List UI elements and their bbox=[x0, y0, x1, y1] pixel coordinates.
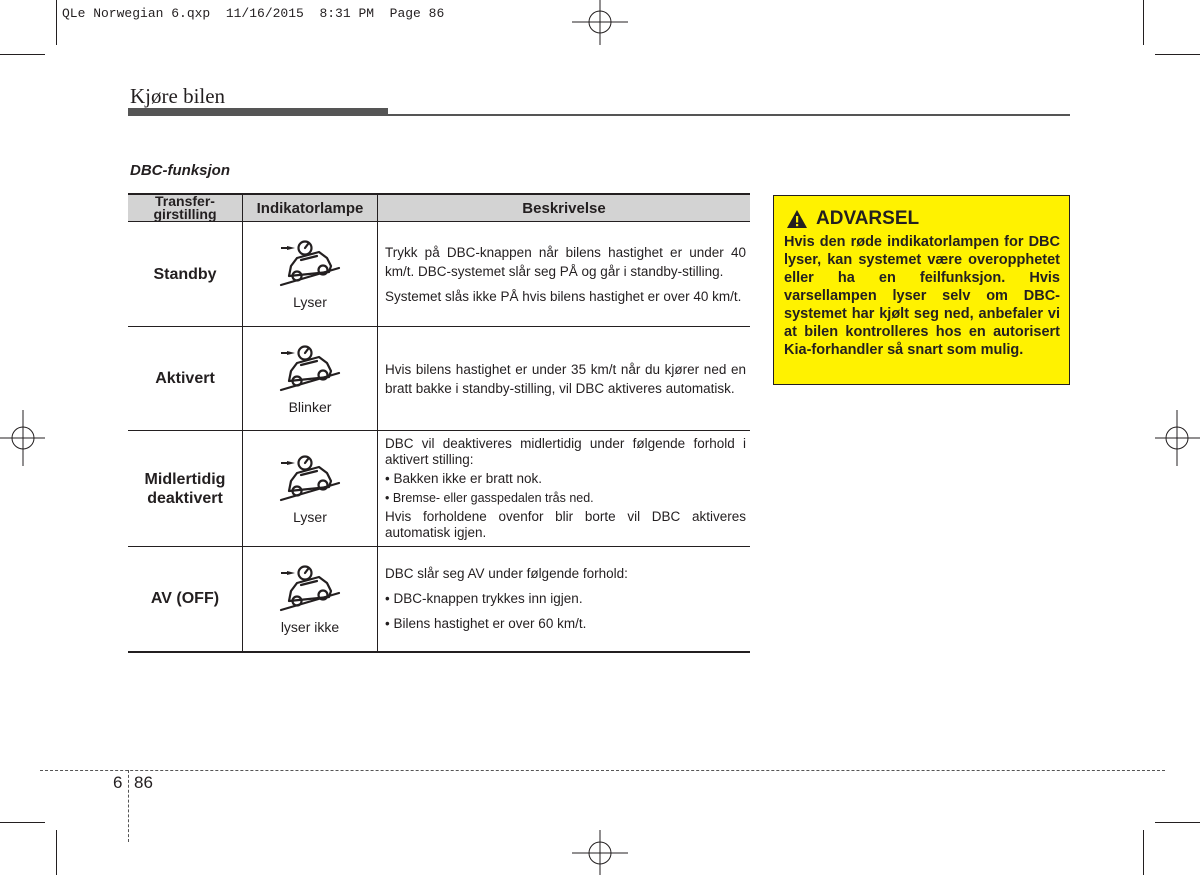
crop-mark bbox=[56, 0, 57, 45]
description-paragraph: DBC vil deaktiveres midlertidig under følgende forhold i aktivert stilling: bbox=[385, 436, 746, 467]
description-cell bbox=[378, 431, 751, 547]
description bbox=[378, 360, 750, 398]
column-header-transfer: Transfer- girstilling bbox=[128, 194, 243, 222]
lamp-cell bbox=[243, 547, 378, 652]
description bbox=[378, 564, 750, 633]
description-paragraph: Systemet slås ikke PÅ hvis bilens hastighet er over 40 km/t. bbox=[385, 288, 742, 304]
dbc-table bbox=[128, 193, 750, 653]
lamp-cell bbox=[243, 431, 378, 547]
mode-label: Standby bbox=[153, 265, 217, 283]
mode-cell bbox=[128, 222, 243, 327]
registration-mark-icon bbox=[572, 0, 628, 45]
description-cell bbox=[378, 547, 751, 652]
crop-mark bbox=[0, 822, 45, 823]
lamp-cell bbox=[243, 327, 378, 431]
warning-triangle-icon bbox=[786, 209, 808, 229]
table-row bbox=[128, 431, 750, 547]
description-bullet: • Bremse- eller gasspedalen trås ned. bbox=[385, 491, 594, 505]
crop-mark bbox=[0, 54, 45, 55]
description bbox=[378, 436, 750, 541]
description-bullet: • Bakken ikke er bratt nok. bbox=[385, 471, 543, 486]
dbc-indicator-icon bbox=[275, 343, 345, 393]
chapter-title: Kjøre bilen bbox=[130, 84, 226, 108]
registration-mark-icon bbox=[0, 410, 45, 466]
column-header-indicator: Indikatorlampe bbox=[243, 194, 378, 222]
lamp-cell bbox=[243, 222, 378, 327]
table-row bbox=[128, 327, 750, 431]
header-rule-accent bbox=[128, 108, 388, 115]
registration-mark-icon bbox=[1155, 410, 1200, 466]
section-title: DBC-funksjon bbox=[130, 162, 230, 179]
warning-text: Hvis den røde indikatorlampen for DBC lyser, kan systemet være overopphetet eller ha en feilfunksjon. Hvis varsellampen lyser selv om DBC-systemet har kjølt seg ned, anbefaler vi at bilen kontrolleres hos en autorisert Kia-forhandler så snart som mulig. bbox=[784, 234, 1060, 358]
mode-cell bbox=[128, 431, 243, 547]
crop-mark bbox=[1155, 822, 1200, 823]
description bbox=[378, 243, 750, 306]
description-bullet: • Bilens hastighet er over 60 km/t. bbox=[385, 616, 587, 632]
description-paragraph: Hvis forholdene ovenfor blir borte vil DBC aktiveres automatisk igjen. bbox=[385, 509, 746, 540]
footer-divider bbox=[128, 770, 129, 842]
mode-label: Aktivert bbox=[155, 370, 215, 387]
page-number: 86 bbox=[134, 773, 153, 792]
warning-box bbox=[773, 195, 1070, 385]
lamp-state: lyser ikke bbox=[280, 618, 340, 635]
crop-mark bbox=[1155, 54, 1200, 55]
lamp-state: Blinker bbox=[288, 398, 332, 415]
mode-label: Midlertidig deaktivert bbox=[144, 470, 226, 507]
mode-cell bbox=[128, 327, 243, 431]
mode-label: AV (OFF) bbox=[150, 590, 220, 608]
description-bullet: • DBC-knappen trykkes inn igjen. bbox=[385, 591, 583, 607]
dbc-indicator-icon bbox=[275, 238, 345, 288]
description-paragraph: Hvis bilens hastighet er under 35 km/t når du kjører ned en bratt bakke i standby-stilling, vil DBC aktiveres automatisk. bbox=[385, 361, 746, 396]
crop-mark bbox=[56, 830, 57, 875]
registration-mark-icon bbox=[572, 830, 628, 875]
chapter-number: 6 bbox=[113, 773, 123, 792]
crop-mark bbox=[1143, 0, 1144, 45]
description-paragraph: Trykk på DBC-knappen når bilens hastighet er under 40 km/t. DBC-systemet slår seg PÅ og går i standby-stilling. bbox=[385, 244, 746, 279]
dbc-indicator-icon bbox=[275, 563, 345, 613]
footer-rule bbox=[40, 770, 1165, 771]
lamp-state: Lyser bbox=[293, 294, 327, 310]
table-row bbox=[128, 222, 750, 327]
table-row bbox=[128, 547, 750, 652]
description-cell bbox=[378, 222, 751, 327]
crop-mark bbox=[1143, 830, 1144, 875]
column-header-description: Beskrivelse bbox=[378, 194, 751, 222]
dbc-indicator-icon bbox=[275, 453, 345, 503]
print-slug: QLe Norwegian 6.qxp 11/16/2015 8:31 PM Page 86 bbox=[62, 6, 445, 21]
mode-cell bbox=[128, 547, 243, 652]
lamp-state: Lyser bbox=[293, 508, 327, 525]
table-header-row bbox=[128, 194, 750, 222]
warning-heading bbox=[784, 208, 1060, 230]
description-cell bbox=[378, 327, 751, 431]
description-paragraph: DBC slår seg AV under følgende forhold: bbox=[385, 566, 628, 582]
warning-heading-text: ADVARSEL bbox=[816, 208, 920, 229]
